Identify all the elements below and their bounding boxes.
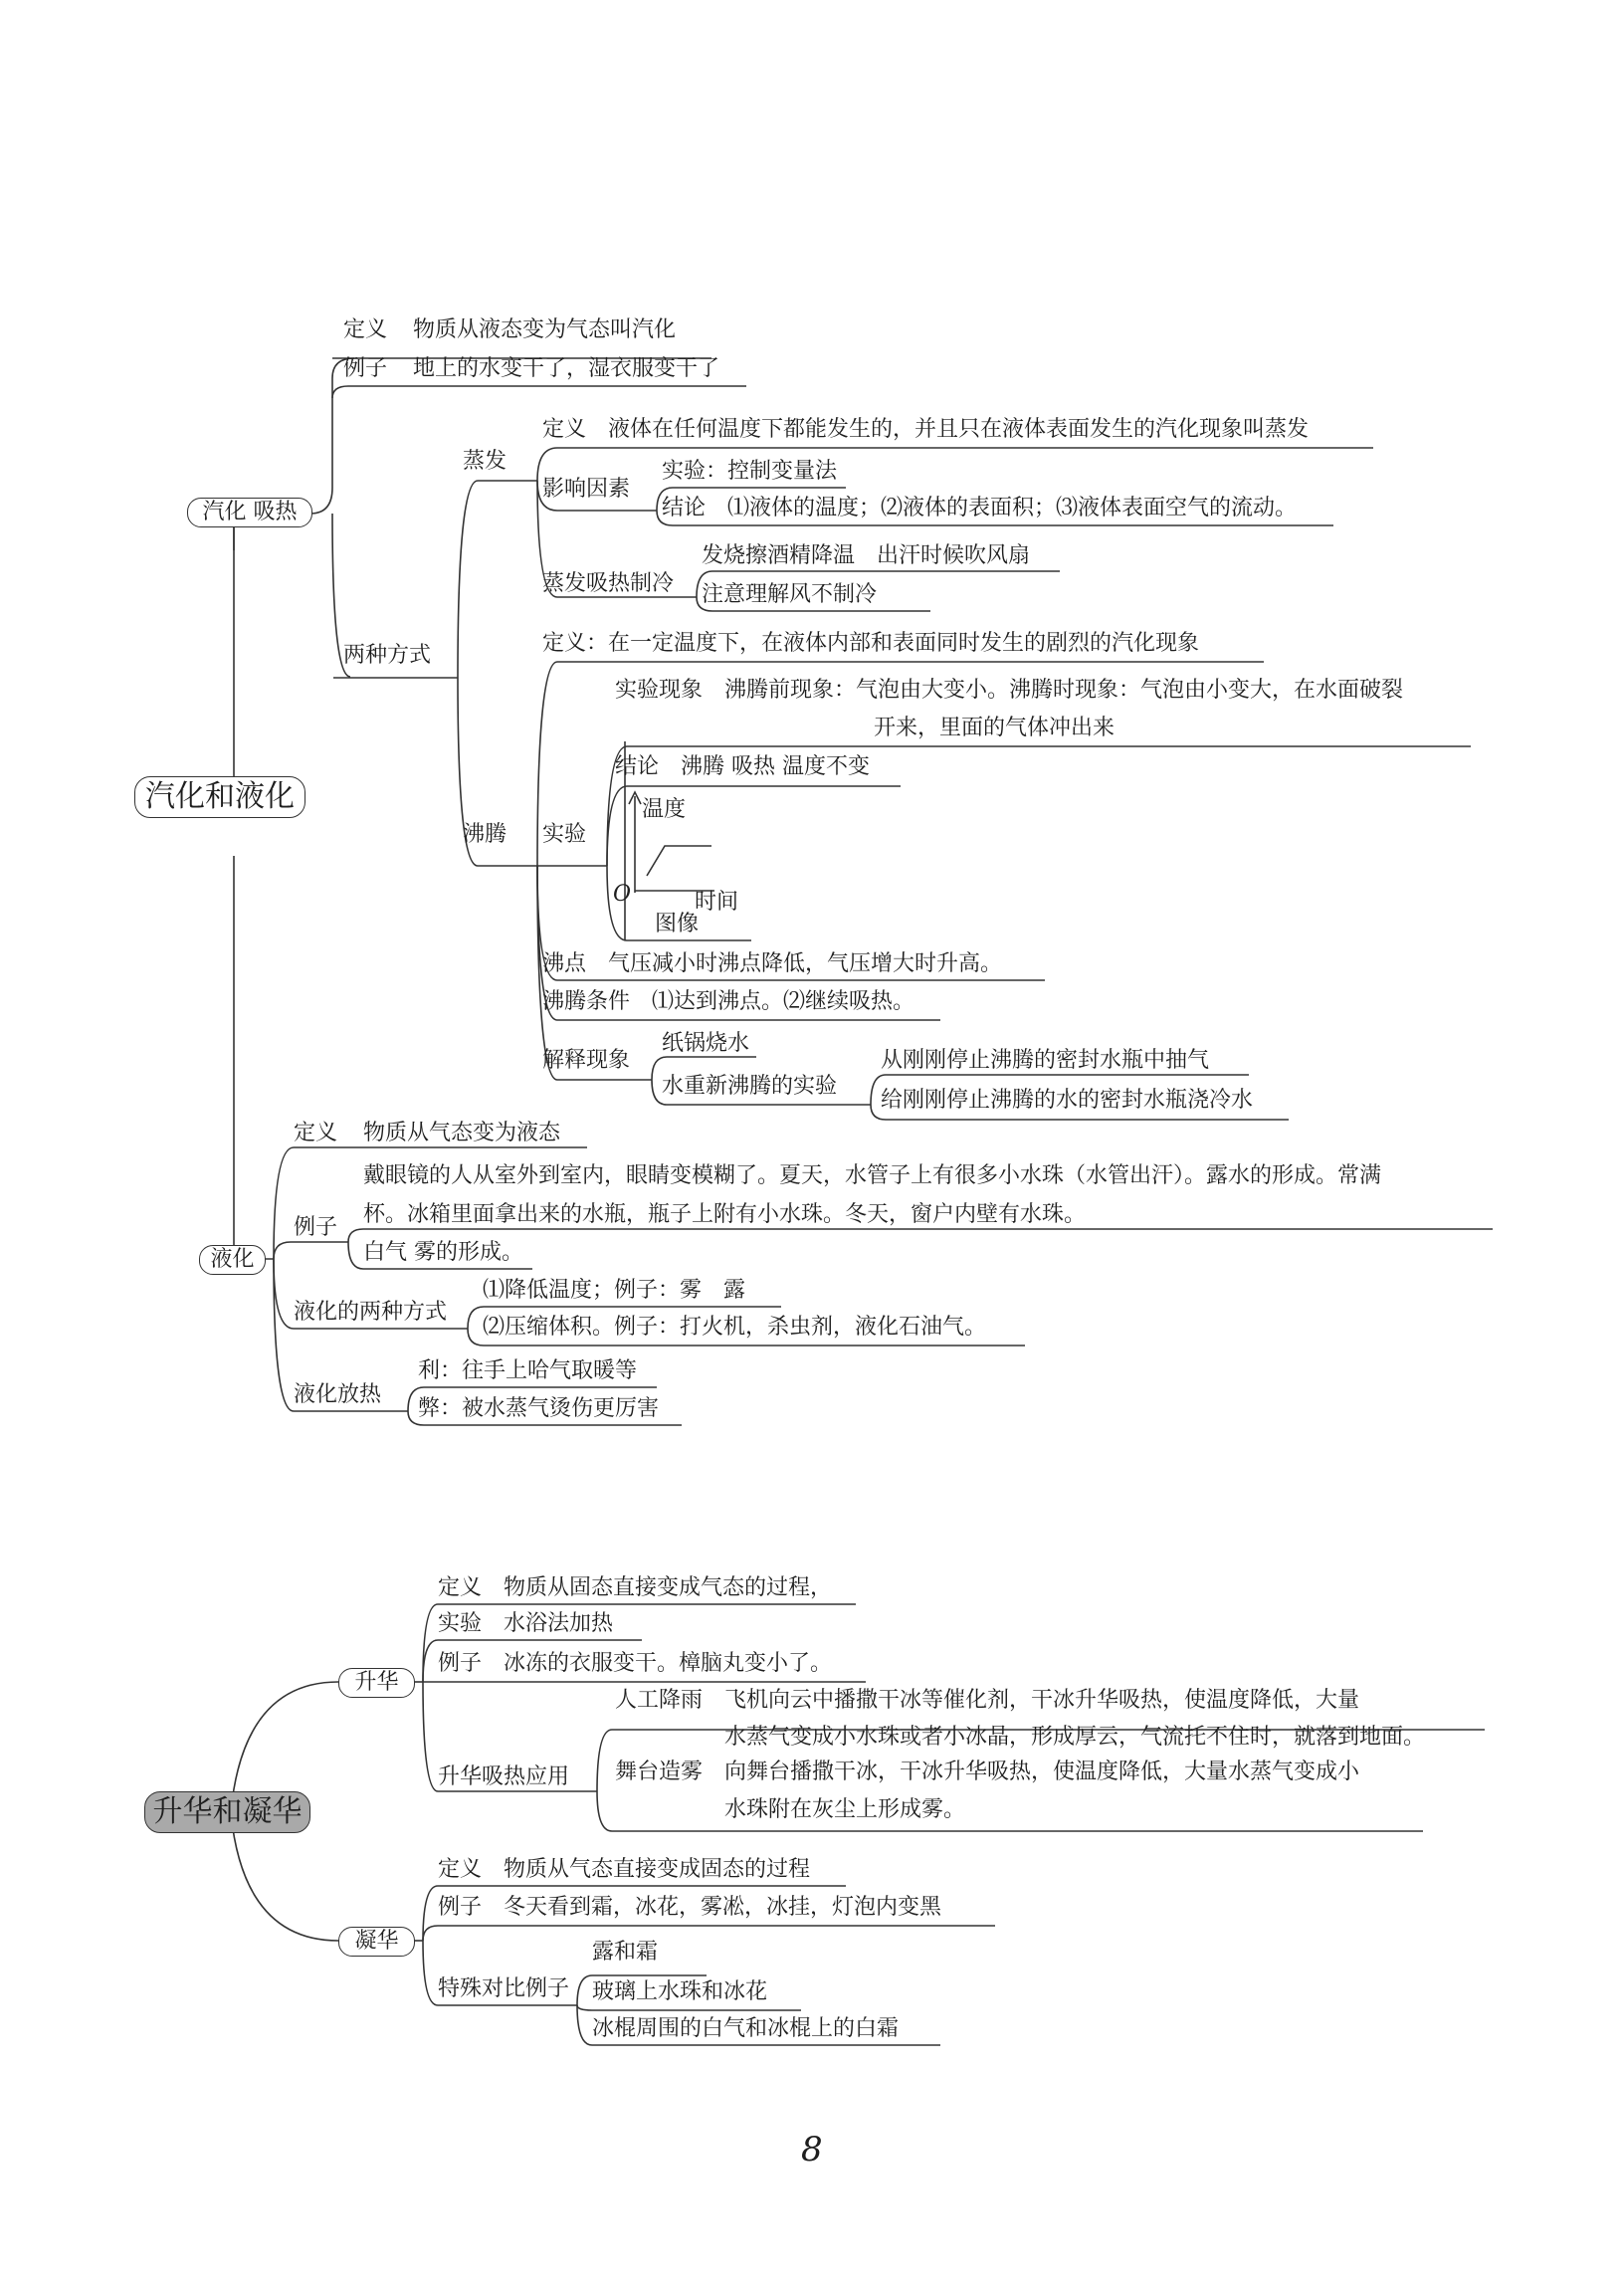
node-liquefaction: 液化 [199, 1245, 266, 1275]
node-deposition: 凝华 [338, 1927, 415, 1957]
boiling-label: 沸腾 [463, 822, 508, 847]
boiling-explain-1: 纸锅烧水 [662, 1031, 750, 1056]
graph-curve [647, 846, 711, 876]
dep-special: 特殊对比例子 [438, 1976, 570, 2001]
evaporation-cooling-2: 注意理解风不制冷 [702, 582, 878, 607]
liq-heat: 液化放热 [294, 1382, 382, 1407]
evaporation-cooling: 蒸发吸热制冷 [542, 571, 675, 596]
graph-x-label: 时间 [695, 890, 739, 915]
liq-ex-key: 例子 [294, 1215, 338, 1240]
sub-rain-2: 水蒸气变成小水珠或者小冰晶，形成厚云，气流托不住时，就落到地面。 [724, 1725, 1426, 1750]
sub-fog-1: 向舞台播撒干冰，干冰升华吸热，使温度降低，大量水蒸气变成小 [724, 1760, 1360, 1784]
liq-def-key: 定义 [294, 1121, 338, 1145]
sub-rain-key: 人工降雨 [615, 1688, 704, 1713]
boiling-conclusion: 结论 沸腾 吸热 温度不变 [615, 754, 870, 779]
graph-origin: O [613, 882, 632, 907]
boiling-condition: 沸腾条件 ⑴达到沸点。⑵继续吸热。 [542, 989, 915, 1014]
vap-def-text: 物质从液态变为气态叫汽化 [413, 317, 677, 342]
evaporation-def: 定义 液体在任何温度下都能发生的，并且只在液体表面发生的汽化现象叫蒸发 [542, 417, 1310, 442]
graph-caption: 图像 [655, 912, 700, 936]
vap-ex-text: 地上的水变干了，湿衣服变干了 [413, 356, 720, 381]
boiling-explain-2b: 给刚刚停止沸腾的水的密封水瓶浇冷水 [881, 1088, 1254, 1113]
sub-ex: 例子 冰冻的衣服变干。樟脑丸变小了。 [438, 1651, 833, 1676]
boiling-explain: 解释现象 [542, 1048, 631, 1073]
evaporation-cooling-1: 发烧擦酒精降温 出汗时候吹风扇 [702, 543, 1031, 568]
page-number: 8 [801, 2130, 823, 2170]
evaporation-factor-experiment: 实验：控制变量法 [662, 459, 838, 484]
sub-rain-1: 飞机向云中播撒干冰等催化剂，干冰升华吸热，使温度降低，大量 [724, 1688, 1360, 1713]
boiling-explain-2a: 从刚刚停止沸腾的密封水瓶中抽气 [881, 1048, 1210, 1073]
dep-sp-1: 露和霜 [592, 1940, 659, 1965]
vap-def-key: 定义 [343, 317, 388, 342]
evaporation-factors: 影响因素 [542, 477, 631, 502]
boiling-phenomena-2: 开来，里面的气体冲出来 [874, 716, 1116, 740]
dep-ex: 例子 冬天看到霜，冰花，雾凇，冰挂，灯泡内变黑 [438, 1895, 942, 1920]
liq-ways: 液化的两种方式 [294, 1300, 448, 1325]
liq-way-1: ⑴降低温度；例子：雾 露 [483, 1278, 746, 1303]
liq-def-text: 物质从气态变为液态 [363, 1121, 561, 1145]
vap-ex-key: 例子 [343, 356, 388, 381]
two-ways-label: 两种方式 [343, 643, 432, 668]
liq-way-2: ⑵压缩体积。例子：打火机，杀虫剂，液化石油气。 [483, 1315, 987, 1340]
topic-vaporization-liquefaction: 汽化和液化 [134, 776, 305, 818]
evaporation-factor-conclusion: 结论 ⑴液体的温度；⑵液体的表面积；⑶液体表面空气的流动。 [662, 496, 1298, 520]
liq-ex-line1: 戴眼镜的人从室外到室内，眼睛变模糊了。夏天，水管子上有很多小水珠（水管出汗）。露水的形成。常满 [363, 1163, 1382, 1188]
evaporation-label: 蒸发 [463, 449, 508, 474]
sub-fog-key: 舞台造雾 [615, 1760, 704, 1784]
boiling-def: 定义：在一定温度下，在液体内部和表面同时发生的剧烈的汽化现象 [542, 631, 1200, 656]
node-vaporization: 汽化 吸热 [187, 498, 312, 527]
liq-ex-line2: 杯。冰箱里面拿出来的水瓶，瓶子上附有小水珠。冬天，窗户内壁有水珠。 [363, 1202, 1087, 1227]
liq-ex-line3: 白气 雾的形成。 [363, 1240, 523, 1265]
liq-heat-con: 弊：被水蒸气烫伤更厉害 [418, 1396, 660, 1421]
sub-def: 定义 物质从固态直接变成气态的过程， [438, 1575, 833, 1600]
node-sublimation: 升华 [338, 1668, 415, 1698]
sub-fog-2: 水珠附在灰尘上形成雾。 [724, 1797, 966, 1822]
sub-app: 升华吸热应用 [438, 1764, 570, 1789]
liq-heat-pro: 利：往手上哈气取暖等 [418, 1358, 638, 1383]
boiling-experiment: 实验 [542, 822, 587, 847]
sub-exp: 实验 水浴法加热 [438, 1611, 614, 1636]
boiling-phenomena-1: 实验现象 沸腾前现象：气泡由大变小。沸腾时现象：气泡由小变大，在水面破裂 [615, 678, 1404, 703]
graph-y-label: 温度 [642, 797, 687, 822]
boiling-explain-2: 水重新沸腾的实验 [662, 1074, 838, 1099]
dep-sp-3: 冰棍周围的白气和冰棍上的白霜 [592, 2016, 900, 2041]
topic-sublimation-deposition: 升华和凝华 [144, 1791, 310, 1833]
dep-sp-2: 玻璃上水珠和冰花 [592, 1979, 768, 2004]
dep-def: 定义 物质从气态直接变成固态的过程 [438, 1857, 811, 1882]
boiling-point: 沸点 气压减小时沸点降低，气压增大时升高。 [542, 951, 1003, 976]
